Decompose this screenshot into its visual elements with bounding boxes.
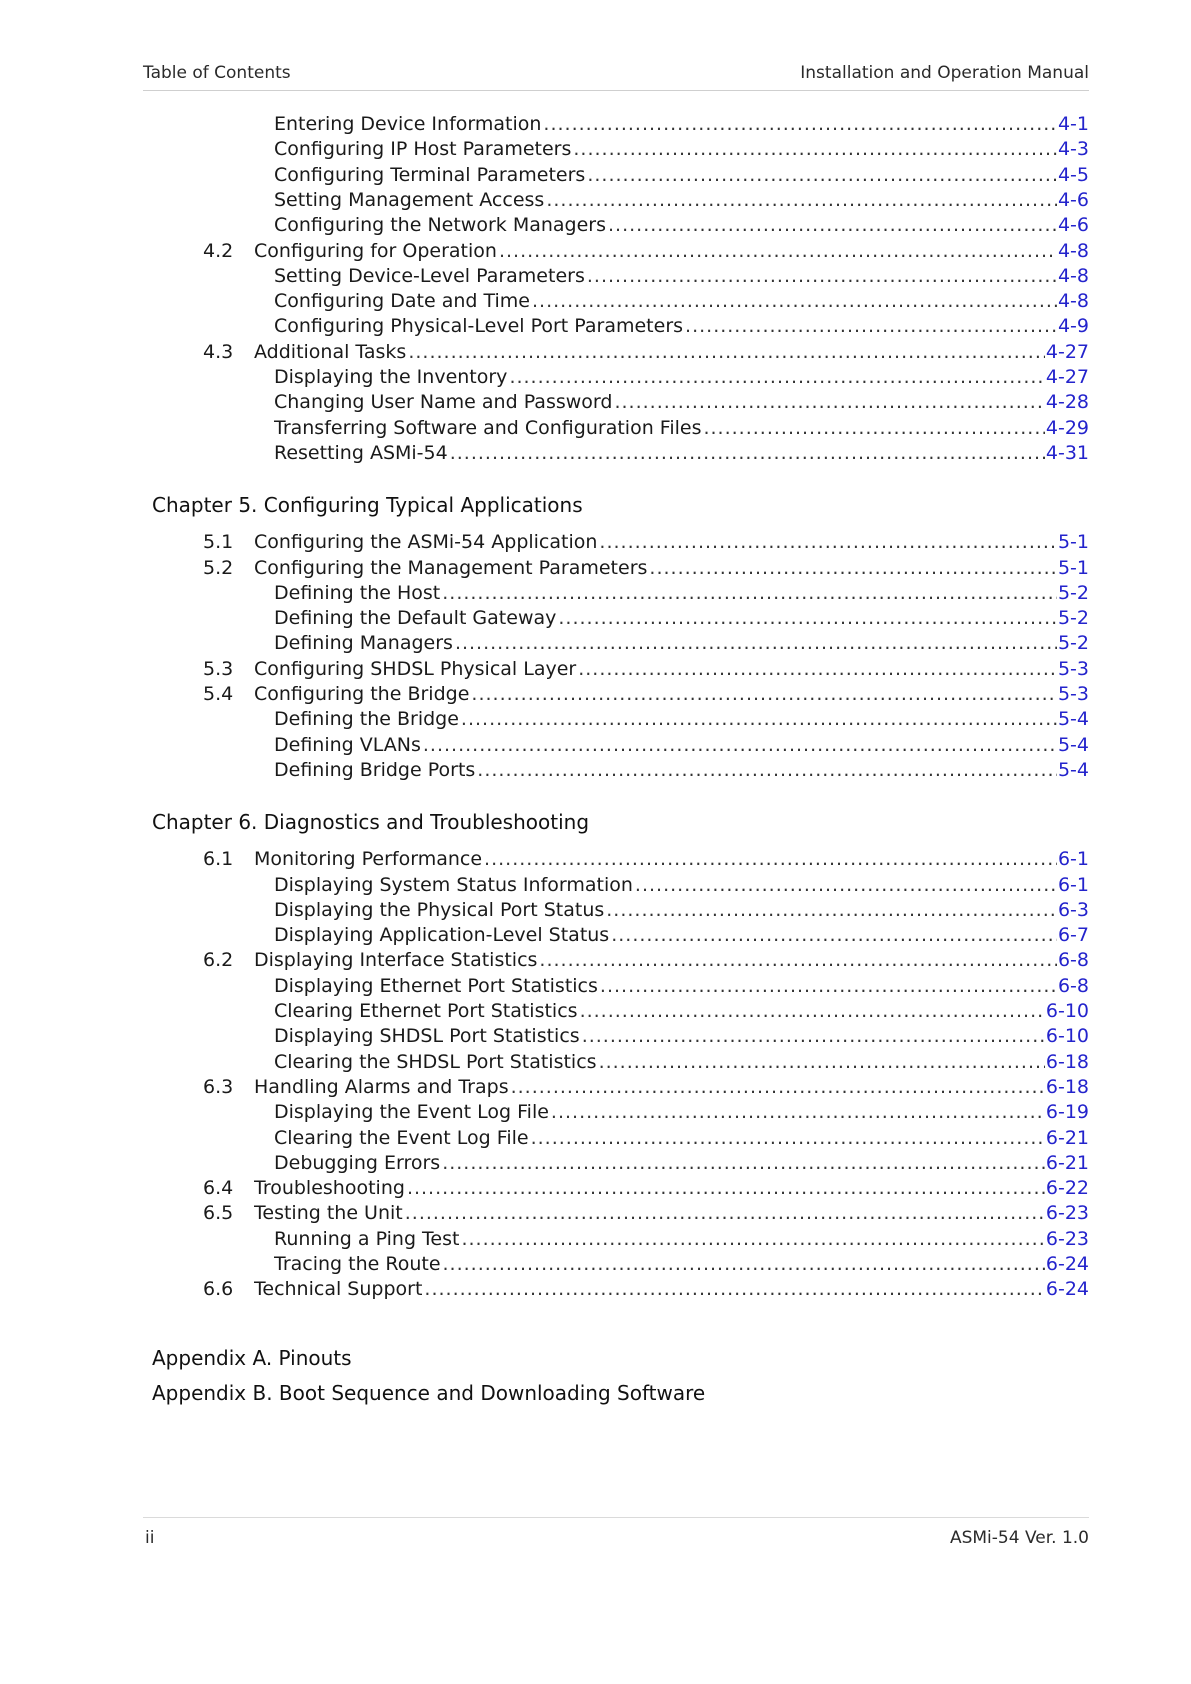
- page-link[interactable]: 4-1: [1057, 113, 1089, 135]
- dot-leader: [408, 339, 1045, 365]
- dot-leader: [477, 757, 1057, 783]
- dot-leader: [442, 1150, 1045, 1176]
- dot-leader: [455, 630, 1057, 656]
- dot-leader: [703, 415, 1044, 441]
- toc-entry[interactable]: [0, 1099, 1191, 1125]
- toc-entry-line: [274, 440, 1089, 466]
- toc-entry[interactable]: [0, 1150, 1191, 1176]
- page-link[interactable]: 6-8: [1057, 949, 1089, 972]
- dot-leader: [532, 288, 1057, 314]
- toc-entry[interactable]: [0, 1049, 1191, 1075]
- page-link[interactable]: 4-6: [1057, 214, 1089, 237]
- entry-title: Displaying System Status Information: [274, 873, 633, 896]
- toc-entry[interactable]: [0, 1276, 1191, 1302]
- toc-entry-line: [274, 757, 1089, 783]
- toc-entry-line: [274, 288, 1089, 314]
- toc-entry[interactable]: [0, 162, 1191, 188]
- entry-title: Setting Device-Level Parameters: [274, 264, 585, 287]
- page-link[interactable]: 6-3: [1057, 898, 1089, 921]
- dot-leader: [442, 580, 1057, 606]
- toc-entry[interactable]: [0, 212, 1191, 238]
- section-number: 5.1: [203, 531, 234, 554]
- appendix-heading[interactable]: Appendix B. Boot Sequence and Downloading Software: [152, 1380, 706, 1405]
- dot-leader: [573, 136, 1057, 162]
- toc-entry[interactable]: [0, 1074, 1191, 1100]
- page-link[interactable]: 6-23: [1045, 1227, 1089, 1250]
- entry-title: Configuring the Management Parameters: [254, 556, 648, 579]
- toc-entry[interactable]: [0, 998, 1191, 1024]
- toc-entry-line: [274, 1125, 1089, 1151]
- entry-title: Displaying Interface Statistics: [254, 949, 538, 972]
- page-link[interactable]: 6-21: [1045, 1126, 1089, 1149]
- page-link[interactable]: 5-3: [1057, 683, 1089, 705]
- toc-entry-line: [274, 605, 1089, 631]
- entry-title: Resetting ASMi-54: [274, 441, 448, 464]
- section-number: 5.2: [203, 556, 234, 579]
- dot-leader: [599, 1049, 1045, 1075]
- dot-leader: [608, 212, 1057, 238]
- entry-title: Displaying the Inventory: [274, 366, 508, 388]
- toc-entry[interactable]: [0, 605, 1191, 631]
- entry-title: Monitoring Performance: [254, 848, 483, 871]
- toc-entry[interactable]: [0, 238, 1191, 264]
- page-link[interactable]: 6-10: [1045, 1000, 1089, 1022]
- entry-title: Configuring for Operation: [254, 239, 497, 262]
- toc-entry-line: [274, 732, 1089, 758]
- toc-entry[interactable]: [0, 706, 1191, 732]
- entry-title: Transferring Software and Configuration Files: [274, 416, 702, 439]
- page-link[interactable]: 4-5: [1057, 163, 1089, 186]
- toc-entry[interactable]: [0, 630, 1191, 656]
- dot-leader: [484, 846, 1057, 872]
- section-number: 4.2: [203, 239, 234, 262]
- section-number: 6.1: [203, 848, 234, 871]
- toc-entry[interactable]: [0, 846, 1191, 872]
- entry-title: Defining the Host: [274, 581, 441, 604]
- entry-title: Clearing the SHDSL Port Statistics: [274, 1050, 597, 1073]
- dot-leader: [499, 238, 1057, 264]
- dot-leader: [635, 872, 1057, 898]
- toc-entry[interactable]: [0, 1251, 1191, 1277]
- page-link[interactable]: 5-4: [1057, 708, 1089, 731]
- entry-title: Handling Alarms and Traps: [254, 1075, 509, 1098]
- toc-entry[interactable]: [0, 288, 1191, 314]
- dot-leader: [558, 605, 1057, 631]
- toc-entry-line: [274, 263, 1089, 289]
- toc-entry-line: [254, 656, 1089, 682]
- page-link[interactable]: 5-3: [1057, 657, 1089, 680]
- toc-entry[interactable]: [0, 389, 1191, 415]
- page-link[interactable]: 6-18: [1045, 1050, 1089, 1073]
- entry-title: Testing the Unit: [254, 1202, 403, 1225]
- toc-entry-line: [254, 1276, 1089, 1302]
- toc-entry[interactable]: [0, 415, 1191, 441]
- page-link[interactable]: 6-19: [1045, 1101, 1089, 1124]
- entry-title: Configuring Physical-Level Port Parameters: [274, 315, 684, 338]
- page-link[interactable]: 4-8: [1057, 290, 1089, 313]
- toc-entry-line: [274, 922, 1089, 948]
- toc-entry-line: [274, 706, 1089, 732]
- dot-leader: [614, 389, 1044, 415]
- toc-entry[interactable]: [0, 364, 1191, 390]
- page-link[interactable]: 6-7: [1057, 924, 1089, 947]
- page-link[interactable]: 6-23: [1045, 1202, 1089, 1225]
- toc-entry-line: [254, 846, 1089, 872]
- toc-entry-line: [274, 187, 1089, 213]
- toc-entry[interactable]: [0, 922, 1191, 948]
- entry-title: Additional Tasks: [254, 340, 407, 363]
- entry-title: Displaying the Physical Port Status: [274, 898, 605, 921]
- entry-title: Configuring SHDSL Physical Layer: [254, 657, 577, 680]
- entry-title: Configuring IP Host Parameters: [274, 138, 572, 161]
- page-link[interactable]: 6-24: [1045, 1278, 1089, 1301]
- toc-entry-line: [274, 580, 1089, 606]
- entry-title: Entering Device Information: [274, 113, 542, 135]
- dot-leader: [685, 313, 1057, 339]
- header-section-title: Table of Contents: [143, 63, 291, 83]
- toc-entry[interactable]: [0, 339, 1191, 365]
- page-link[interactable]: 4-3: [1057, 138, 1089, 161]
- entry-title: Configuring the ASMi-54 Application: [254, 531, 598, 554]
- header-manual-title: Installation and Operation Manual: [800, 63, 1089, 83]
- toc-entry-line: [274, 973, 1089, 999]
- entry-title: Technical Support: [254, 1278, 423, 1301]
- page-link[interactable]: 5-4: [1057, 758, 1089, 781]
- page-link[interactable]: 5-2: [1057, 581, 1089, 604]
- dot-leader: [407, 1175, 1045, 1201]
- toc-entry[interactable]: [0, 555, 1191, 581]
- page-link[interactable]: 6-22: [1045, 1177, 1089, 1200]
- toc-entry[interactable]: [0, 1175, 1191, 1201]
- entry-title: Configuring Date and Time: [274, 290, 530, 313]
- toc-entry-line: [254, 238, 1089, 264]
- page-link[interactable]: 5-1: [1057, 556, 1089, 579]
- entry-title: Clearing Ethernet Port Statistics: [274, 1000, 578, 1022]
- section-number: 6.6: [203, 1278, 234, 1301]
- section-number: 6.4: [203, 1177, 234, 1200]
- toc-entry[interactable]: [0, 897, 1191, 923]
- dot-leader: [543, 111, 1057, 137]
- dot-leader: [611, 922, 1057, 948]
- toc-entry[interactable]: [0, 681, 1191, 707]
- toc-entry[interactable]: [0, 947, 1191, 973]
- toc-entry[interactable]: [0, 872, 1191, 898]
- dot-leader: [551, 1099, 1045, 1125]
- section-number: 4.3: [203, 340, 234, 363]
- entry-title: Defining VLANs: [274, 733, 421, 756]
- toc-entry-line: [274, 212, 1089, 238]
- toc-entry[interactable]: [0, 1226, 1191, 1252]
- dot-leader: [443, 1251, 1045, 1277]
- toc-entry-line: [274, 1049, 1089, 1075]
- toc-entry-line: [274, 897, 1089, 923]
- toc-entry-line: [254, 1200, 1089, 1226]
- section-number: 5.4: [203, 683, 234, 705]
- section-number: 6.3: [203, 1075, 234, 1098]
- page-link[interactable]: 4-28: [1045, 391, 1089, 414]
- dot-leader: [509, 364, 1044, 390]
- toc-entry-line: [274, 1251, 1089, 1277]
- toc-entry[interactable]: [0, 656, 1191, 682]
- toc-entry-line: [254, 1074, 1089, 1100]
- entry-title: Troubleshooting: [254, 1177, 405, 1200]
- dot-leader: [450, 440, 1045, 466]
- toc-entry-line: [274, 364, 1089, 390]
- page-number: ii: [145, 1528, 155, 1548]
- page-link[interactable]: 4-9: [1057, 315, 1089, 338]
- toc-entry[interactable]: [0, 187, 1191, 213]
- section-number: 5.3: [203, 657, 234, 680]
- dot-leader: [580, 998, 1045, 1024]
- dot-leader: [471, 681, 1057, 707]
- toc-entry[interactable]: [0, 973, 1191, 999]
- dot-leader: [600, 973, 1057, 999]
- entry-title: Displaying Ethernet Port Statistics: [274, 974, 598, 997]
- entry-title: Defining Bridge Ports: [274, 758, 476, 781]
- entry-title: Debugging Errors: [274, 1151, 441, 1174]
- page-link[interactable]: 6-8: [1057, 974, 1089, 997]
- toc-entry-line: [274, 872, 1089, 898]
- toc-entry[interactable]: [0, 580, 1191, 606]
- toc-entry[interactable]: [0, 1125, 1191, 1151]
- dot-leader: [587, 162, 1057, 188]
- toc-entry-line: [254, 947, 1089, 973]
- toc-entry[interactable]: [0, 136, 1191, 162]
- entry-title: Setting Management Access: [274, 188, 545, 211]
- entry-title: Configuring the Network Managers: [274, 214, 607, 237]
- toc-entry-line: [274, 415, 1089, 441]
- toc-entry-line: [254, 1175, 1089, 1201]
- entry-title: Displaying SHDSL Port Statistics: [274, 1025, 580, 1048]
- dot-leader: [539, 947, 1057, 973]
- dot-leader: [461, 706, 1057, 732]
- page-link[interactable]: 6-10: [1045, 1025, 1089, 1048]
- dot-leader: [587, 263, 1057, 289]
- dot-leader: [424, 1276, 1044, 1302]
- dot-leader: [606, 897, 1057, 923]
- entry-title: Displaying the Event Log File: [274, 1101, 549, 1124]
- page-link[interactable]: 5-2: [1057, 607, 1089, 630]
- page-link[interactable]: 6-21: [1045, 1151, 1089, 1174]
- dot-leader: [578, 656, 1057, 682]
- dot-leader: [582, 1023, 1045, 1049]
- page-link[interactable]: 5-1: [1057, 531, 1089, 554]
- toc-entry-line: [274, 998, 1089, 1024]
- toc-entry[interactable]: [0, 529, 1191, 555]
- section-number: 6.5: [203, 1202, 234, 1225]
- toc-entry-line: [254, 681, 1089, 707]
- toc-entry-line: [274, 1023, 1089, 1049]
- page-link[interactable]: 4-8: [1057, 264, 1089, 287]
- entry-title: Clearing the Event Log File: [274, 1126, 529, 1149]
- toc-entry-line: [274, 111, 1089, 137]
- entry-title: Tracing the Route: [274, 1253, 441, 1275]
- page-link[interactable]: 6-24: [1045, 1253, 1089, 1275]
- toc-entry-line: [274, 136, 1089, 162]
- product-version: ASMi-54 Ver. 1.0: [949, 1528, 1089, 1548]
- page-link[interactable]: 4-29: [1045, 416, 1089, 439]
- page-link[interactable]: 4-8: [1057, 239, 1089, 262]
- entry-title: Defining Managers: [274, 632, 453, 655]
- toc-entry-line: [274, 1226, 1089, 1252]
- toc-entry-line: [254, 339, 1089, 365]
- toc-entry[interactable]: [0, 732, 1191, 758]
- chapter-heading[interactable]: Chapter 6. Diagnostics and Troubleshooting: [152, 810, 590, 835]
- toc-entry-line: [274, 1099, 1089, 1125]
- chapter-heading[interactable]: Chapter 5. Configuring Typical Applications: [152, 493, 583, 518]
- toc-entry-line: [274, 1150, 1089, 1176]
- dot-leader: [546, 187, 1057, 213]
- page-link[interactable]: 4-27: [1045, 340, 1089, 363]
- toc-entry-line: [274, 630, 1089, 656]
- page-link[interactable]: 6-1: [1057, 848, 1089, 871]
- page-link[interactable]: 6-18: [1045, 1075, 1089, 1098]
- page-header: [143, 60, 1089, 91]
- entry-title: Configuring the Bridge: [254, 683, 470, 705]
- page-link[interactable]: 4-27: [1045, 366, 1089, 388]
- toc-entry[interactable]: [0, 1023, 1191, 1049]
- page-link[interactable]: 5-2: [1057, 632, 1089, 655]
- page-footer: [143, 1517, 1089, 1558]
- entry-title: Changing User Name and Password: [274, 391, 613, 414]
- dot-leader: [511, 1074, 1045, 1100]
- dot-leader: [405, 1200, 1045, 1226]
- entry-title: Defining the Bridge: [274, 708, 459, 731]
- entry-title: Running a Ping Test: [274, 1227, 460, 1250]
- toc-entry[interactable]: [0, 757, 1191, 783]
- toc-entry-line: [274, 313, 1089, 339]
- dot-leader: [531, 1125, 1045, 1151]
- toc-entry-line: [254, 529, 1089, 555]
- toc-entry[interactable]: [0, 440, 1191, 466]
- toc-entry[interactable]: [0, 1200, 1191, 1226]
- entry-title: Displaying Application-Level Status: [274, 924, 610, 947]
- page-link[interactable]: 6-1: [1057, 873, 1089, 896]
- dot-leader: [423, 732, 1057, 758]
- page-link[interactable]: 4-6: [1057, 188, 1089, 211]
- toc-entry-line: [274, 162, 1089, 188]
- toc-entry[interactable]: [0, 313, 1191, 339]
- dot-leader: [649, 555, 1057, 581]
- appendix-heading[interactable]: Appendix A. Pinouts: [152, 1345, 352, 1370]
- entry-title: Configuring Terminal Parameters: [274, 163, 586, 186]
- page-link[interactable]: 5-4: [1057, 733, 1089, 756]
- toc-entry-line: [274, 389, 1089, 415]
- dot-leader: [599, 529, 1057, 555]
- toc-entry-line: [254, 555, 1089, 581]
- section-number: 6.2: [203, 949, 234, 972]
- toc-entry[interactable]: [0, 111, 1191, 137]
- entry-title: Defining the Default Gateway: [274, 607, 557, 630]
- toc-entry[interactable]: [0, 263, 1191, 289]
- page-link[interactable]: 4-31: [1045, 441, 1089, 464]
- dot-leader: [461, 1226, 1044, 1252]
